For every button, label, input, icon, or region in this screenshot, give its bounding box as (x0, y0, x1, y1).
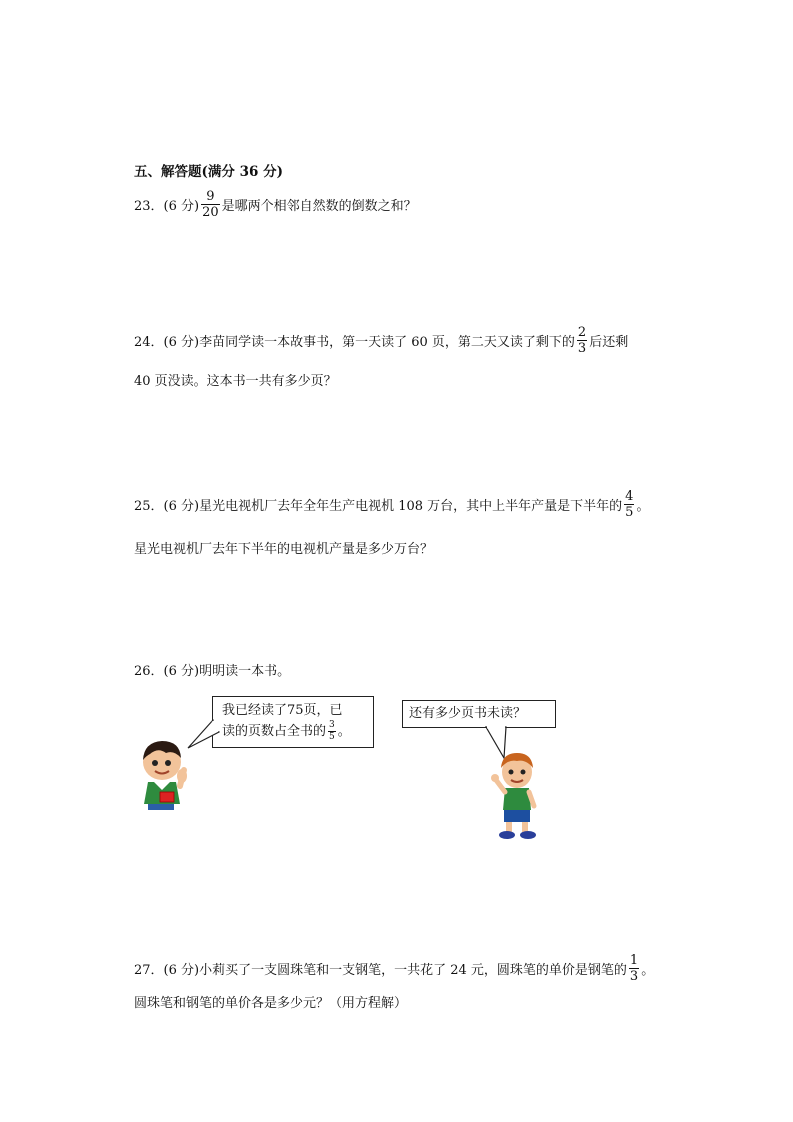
q27-prefix: 27．(6 分) (134, 963, 200, 978)
section-title: 五、解答题(满分 36 分) (134, 164, 283, 180)
illustration-scene (134, 688, 550, 844)
speech-bubble-right: 还有多少页书未读？ (402, 700, 556, 728)
q23-text: 是哪两个相邻自然数的倒数之和？ (221, 199, 417, 214)
q27-fraction: $\frac{1}{3}$ (629, 953, 639, 984)
question-26 (134, 660, 290, 679)
q25-text-a: 星光电视机厂去年全年生产电视机 108 万台，其中上半年产量是下半年的 (199, 499, 623, 514)
q24-prefix: 24．(6 分) (134, 335, 200, 350)
q24-line2: 40 页没读。这本书一共有多少页？ (134, 374, 337, 389)
q23-prefix: 23．(6 分) (134, 199, 200, 214)
bubble-left-line2: 读的页数占全书的 $\frac{3}{5}$ 。 (222, 720, 351, 742)
q23-fraction: $\frac{9}{20}$ (202, 189, 219, 220)
boy-reading-illustration (136, 736, 206, 812)
q25-prefix: 25．(6 分) (134, 499, 200, 514)
bubble-fraction: $\frac{3}{5}$ (329, 720, 335, 742)
question-24 (134, 326, 628, 355)
question-25 (134, 490, 649, 519)
q27-text-a: 小莉买了一支圆珠笔和一支钢笔，一共花了 24 元，圆珠笔的单价是钢笔的 (199, 963, 627, 978)
boy-waving-illustration (490, 750, 546, 842)
q24-text-a: 李苗同学读一本故事书，第一天读了 60 页，第二天又读了剩下的 (199, 335, 575, 350)
bubble-left-line1: 我已经读了75页，已 (222, 703, 343, 718)
q25-line2: 星光电视机厂去年下半年的电视机产量是多少万台？ (134, 542, 434, 557)
q24-fraction: $\frac{2}{3}$ (577, 325, 587, 356)
question-23 (134, 190, 417, 219)
question-27 (134, 954, 654, 983)
q26-prefix: 26．(6 分) (134, 664, 200, 679)
speech-bubble-left (212, 696, 374, 748)
q25-fraction: $\frac{4}{5}$ (625, 489, 634, 520)
q24-text-b: 后还剩 (589, 335, 629, 350)
q27-line2: 圆珠笔和钢笔的单价各是多少元？（用方程解） (134, 996, 408, 1011)
q27-text-b: 。 (641, 963, 655, 978)
q25-text-b: 。 (636, 499, 650, 514)
q26-text: 明明读一本书。 (199, 664, 291, 679)
